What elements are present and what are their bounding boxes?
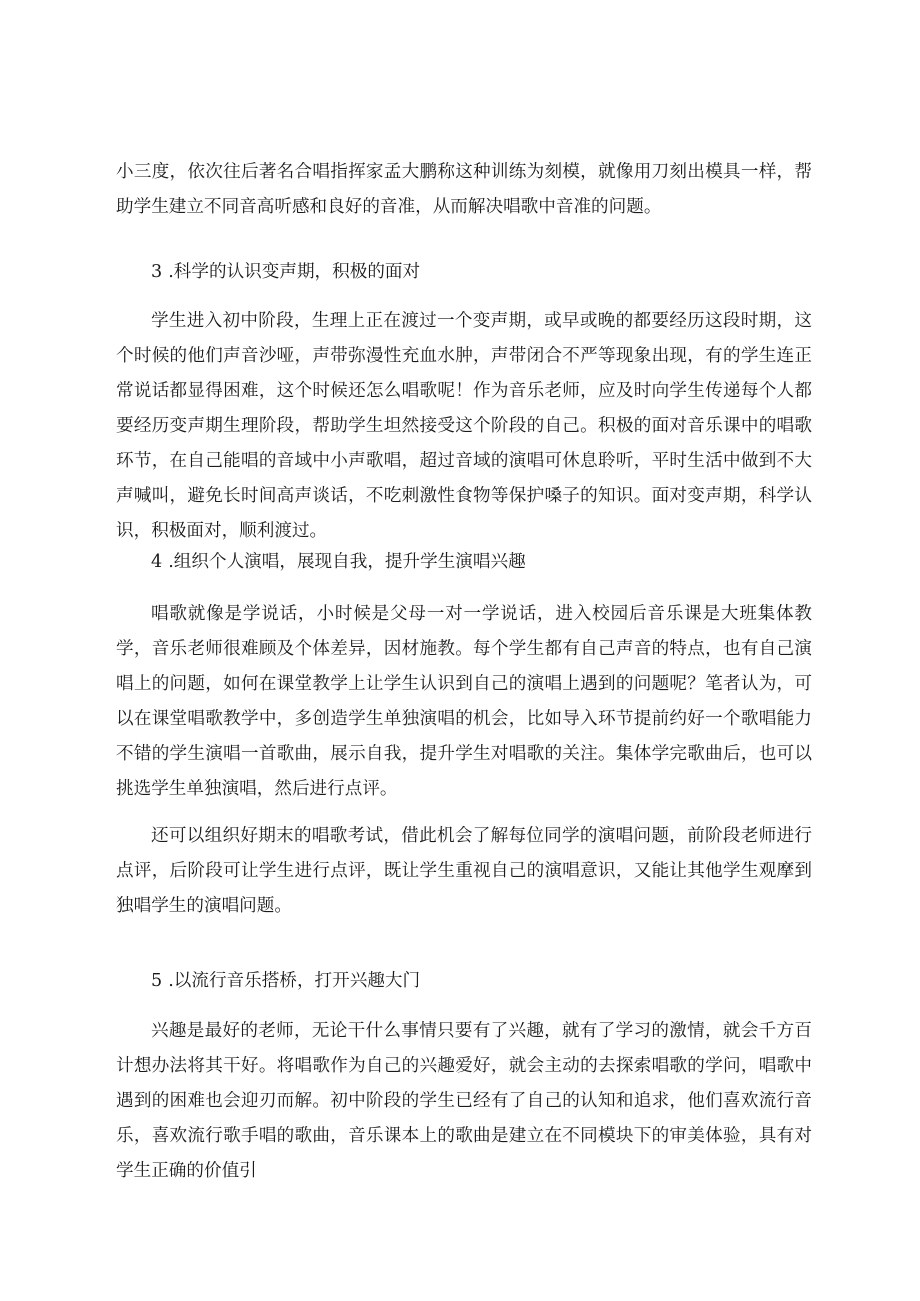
section-5-heading <box>151 964 420 999</box>
section-3-number: 3 <box>151 262 163 282</box>
section-3-heading <box>151 255 420 290</box>
section-3-paragraph: 学生进入初中阶段，生理上正在渡过一个变声期，或早或晚的都要经历这段时期，这个时候的他们声音沙哑，声带弥漫性充血水肿，声带闭合不严等现象出现，有的学生连正常说话都显得困难，这个时候还怎么唱歌呢！作为音乐老师，应及时向学生传递每个人都要经历变声期生理阶段，帮助学生坦然接受这个阶段的自己。积极的面对音乐课中的唱歌环节，在自己能唱的音域中小声歌唱，超过音域的演唱可休息聆听，平时生活中做到不大声喊叫，避免长时间高声谈话，不吃刺激性食物等保护嗓子的知识。面对变声期，科学认识，积极面对，顺利渡过。 <box>116 311 812 541</box>
section-4-paragraph-2: 还可以组织好期末的唱歌考试，借此机会了解每位同学的演唱问题，前阶段老师进行点评，后阶段可让学生进行点评，既让学生重视自己的演唱意识，又能让其他学生观摩到独唱学生的演唱问题。 <box>116 826 812 916</box>
section-5-number: 5 <box>151 971 163 991</box>
section-5-paragraph: 兴趣是最好的老师，无论干什么事情只要有了兴趣，就有了学习的激情，就会千方百计想办法将其干好。将唱歌作为自己的兴趣爱好，就会主动的去探索唱歌的学问，唱歌中遇到的困难也会迎刃而解。初中阶段的学生已经有了自己的认知和追求，他们喜欢流行音乐，喜欢流行歌手唱的歌曲，音乐课本上的歌曲是建立在不同模块下的审美体验，具有对学生正确的价值引 <box>116 1021 812 1181</box>
section-4-heading <box>151 545 526 580</box>
section-4-title: .组织个人演唱，展现自我，提升学生演唱兴趣 <box>168 552 526 572</box>
section-5-title: .以流行音乐搭桥，打开兴趣大门 <box>168 971 421 991</box>
section-4-number: 4 <box>151 552 163 572</box>
section-3-title: .科学的认识变声期，积极的面对 <box>168 262 421 282</box>
paragraph-continuation: 小三度，依次往后著名合唱指挥家孟大鹏称这种训练为刻模，就像用刀刻出模具一样，帮助学生建立不同音高听感和良好的音准，从而解决唱歌中音准的问题。 <box>116 162 812 217</box>
section-4-paragraph-1: 唱歌就像是学说话，小时候是父母一对一学说话，进入校园后音乐课是大班集体教学，音乐老师很难顾及个体差异，因材施教。每个学生都有自己声音的特点，也有自己演唱上的问题，如何在课堂教学上让学生认识到自己的演唱上遇到的问题呢？笔者认为，可以在课堂唱歌教学中，多创造学生单独演唱的机会，比如导入环节提前约好一个歌唱能力不错的学生演唱一首歌曲，展示自我，提升学生对唱歌的关注。集体学完歌曲后，也可以挑选学生单独演唱，然后进行点评。 <box>116 604 812 799</box>
